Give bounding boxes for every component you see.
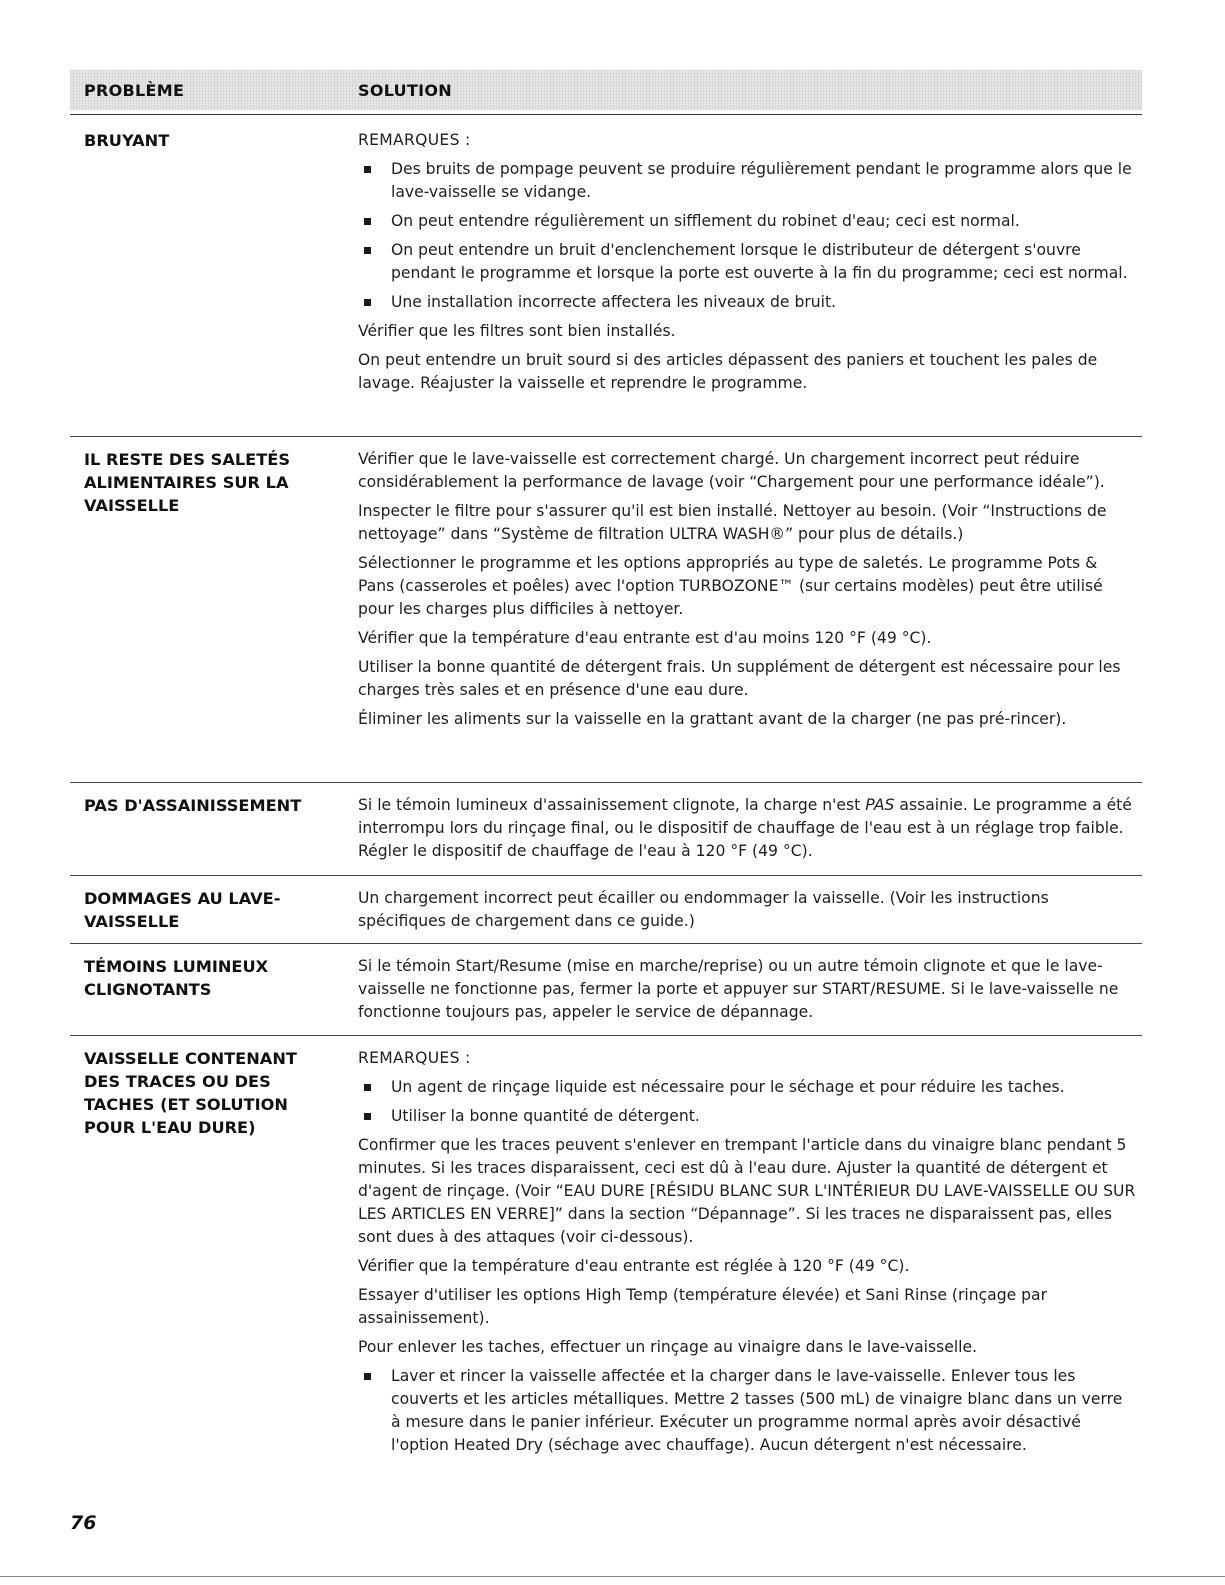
- list-item: On peut entendre un bruit d'enclenchement lorsque le distributeur de détergent s'ouvre pendant le programme et lorsque la porte est ouverte à la fin du programme; ceci est normal.: [358, 239, 1136, 285]
- notes-label: REMARQUES :: [358, 131, 471, 149]
- paragraph: On peut entendre un bruit sourd si des articles dépassent des paniers et touchent les pales de lavage. Réajuster la vaisselle et reprendre le programme.: [358, 351, 1098, 392]
- paragraph: Vérifier que la température d'eau entrante est réglée à 120 °F (49 °C).: [358, 1257, 910, 1275]
- table-row: [70, 944, 1142, 1036]
- table-header: [70, 70, 1142, 110]
- table-row: [70, 437, 1142, 783]
- problem-cell: BRUYANT: [84, 131, 170, 150]
- table-row: [70, 1036, 1142, 1471]
- paragraph: [358, 794, 1136, 863]
- solution-cell: [358, 944, 1142, 1035]
- paragraph-text: assainie. Le programme a été interrompu lors du rinçage final, ou le dispositif de chauffage de l'eau est à un réglage trop faible. Régler le dispositif de chauffage de l'eau à 120 °F (49 °C).: [358, 796, 1132, 860]
- solution-cell: [358, 118, 1142, 436]
- paragraph: Essayer d'utiliser les options High Temp (température élevée) et Sani Rinse (rinçage par assainissement).: [358, 1286, 1048, 1327]
- list-item: Laver et rincer la vaisselle affectée et la charger dans le lave-vaisselle. Enlever tous les couverts et les articles métalliques. Mettre 2 tasses (500 mL) de vinaigre blanc dans un verre à mesure dans le panier inférieur. Exécuter un programme normal après avoir désactivé l'option Heated Dry (séchage avec chauffage). Aucun détergent n'est nécessaire.: [358, 1365, 1136, 1457]
- problem-cell: DOMMAGES AU LAVE-VAISSELLE: [84, 889, 281, 931]
- solution-cell: [358, 437, 1142, 782]
- header-solution: SOLUTION: [358, 81, 453, 100]
- paragraph-text: Si le témoin lumineux d'assainissement clignote, la charge n'est: [358, 796, 866, 814]
- bottom-divider: [0, 1576, 1225, 1577]
- list-item: Des bruits de pompage peuvent se produire régulièrement pendant le programme alors que le lave-vaisselle se vidange.: [358, 158, 1136, 204]
- paragraph: Vérifier que le lave-vaisselle est correctement chargé. Un chargement incorrect peut réduire considérablement la performance de lavage (voir “Chargement pour une performance idéale”).: [358, 450, 1105, 491]
- paragraph: Inspecter le filtre pour s'assurer qu'il est bien installé. Nettoyer au besoin. (Voir “Instructions de nettoyage” dans “Système de filtration ULTRA WASH®” pour plus de détails.): [358, 502, 1107, 543]
- paragraph: Vérifier que les filtres sont bien installés.: [358, 322, 676, 340]
- problem-cell: PAS D'ASSAINISSEMENT: [84, 796, 302, 815]
- page-number: 76: [70, 1512, 97, 1534]
- paragraph: Confirmer que les traces peuvent s'enlever en trempant l'article dans du vinaigre blanc pendant 5 minutes. Si les traces disparaissent, ceci est dû à l'eau dure. Ajuster la quantité de détergent et d'agent de rinçage. (Voir “EAU DURE [RÉSIDU BLANC SUR L'INTÉRIEUR DU LAVE-VAISSELLE OU SUR LES ARTICLES EN VERRE]” dans la section “Dépannage”. Si les traces ne disparaissent pas, elles sont dues à des attaques (voir ci-dessous).: [358, 1136, 1136, 1246]
- paragraph: Éliminer les aliments sur la vaisselle en la grattant avant de la charger (ne pas pré-rincer).: [358, 710, 1067, 728]
- paragraph: Utiliser la bonne quantité de détergent frais. Un supplément de détergent est nécessaire pour les charges très sales et en présence d'une eau dure.: [358, 658, 1121, 699]
- list-item: On peut entendre régulièrement un sifflement du robinet d'eau; ceci est normal.: [358, 210, 1136, 233]
- table-row: [70, 118, 1142, 437]
- problem-cell: IL RESTE DES SALETÉS ALIMENTAIRES SUR LA VAISSELLE: [84, 450, 290, 515]
- paragraph: Un chargement incorrect peut écailler ou endommager la vaisselle. (Voir les instructions spécifiques de chargement dans ce guide.): [358, 889, 1049, 930]
- notes-label: REMARQUES :: [358, 1049, 471, 1067]
- table-row: [70, 876, 1142, 944]
- emphasis-text: PAS: [865, 796, 895, 814]
- paragraph: Pour enlever les taches, effectuer un rinçage au vinaigre dans le lave-vaisselle.: [358, 1338, 978, 1356]
- list-item: Un agent de rinçage liquide est nécessaire pour le séchage et pour réduire les taches.: [358, 1076, 1136, 1099]
- list-item: Utiliser la bonne quantité de détergent.: [358, 1105, 1136, 1128]
- paragraph: Si le témoin Start/Resume (mise en marche/reprise) ou un autre témoin clignote et que le lave-vaisselle ne fonctionne pas, fermer la porte et appuyer sur START/RESUME. Si le lave-vaisselle ne fonctionne toujours pas, appeler le service de dépannage.: [358, 957, 1119, 1021]
- troubleshooting-table: [70, 118, 1142, 1471]
- solution-cell: [358, 783, 1142, 875]
- problem-cell: TÉMOINS LUMINEUX CLIGNOTANTS: [84, 957, 269, 999]
- header-problem: PROBLÈME: [84, 81, 185, 100]
- list-item: Une installation incorrecte affectera les niveaux de bruit.: [358, 291, 1136, 314]
- table-row: [70, 783, 1142, 876]
- solution-cell: [358, 876, 1142, 943]
- paragraph: Vérifier que la température d'eau entrante est d'au moins 120 °F (49 °C).: [358, 629, 932, 647]
- solution-cell: [358, 1036, 1142, 1471]
- problem-cell: VAISSELLE CONTENANT DES TRACES OU DES TACHES (ET SOLUTION POUR L'EAU DURE): [84, 1049, 297, 1137]
- paragraph: Sélectionner le programme et les options appropriés au type de saletés. Le programme Pots & Pans (casseroles et poêles) avec l'option TURBOZONE™ (sur certains modèles) peut être utilisé pour les charges plus difficiles à nettoyer.: [358, 554, 1103, 618]
